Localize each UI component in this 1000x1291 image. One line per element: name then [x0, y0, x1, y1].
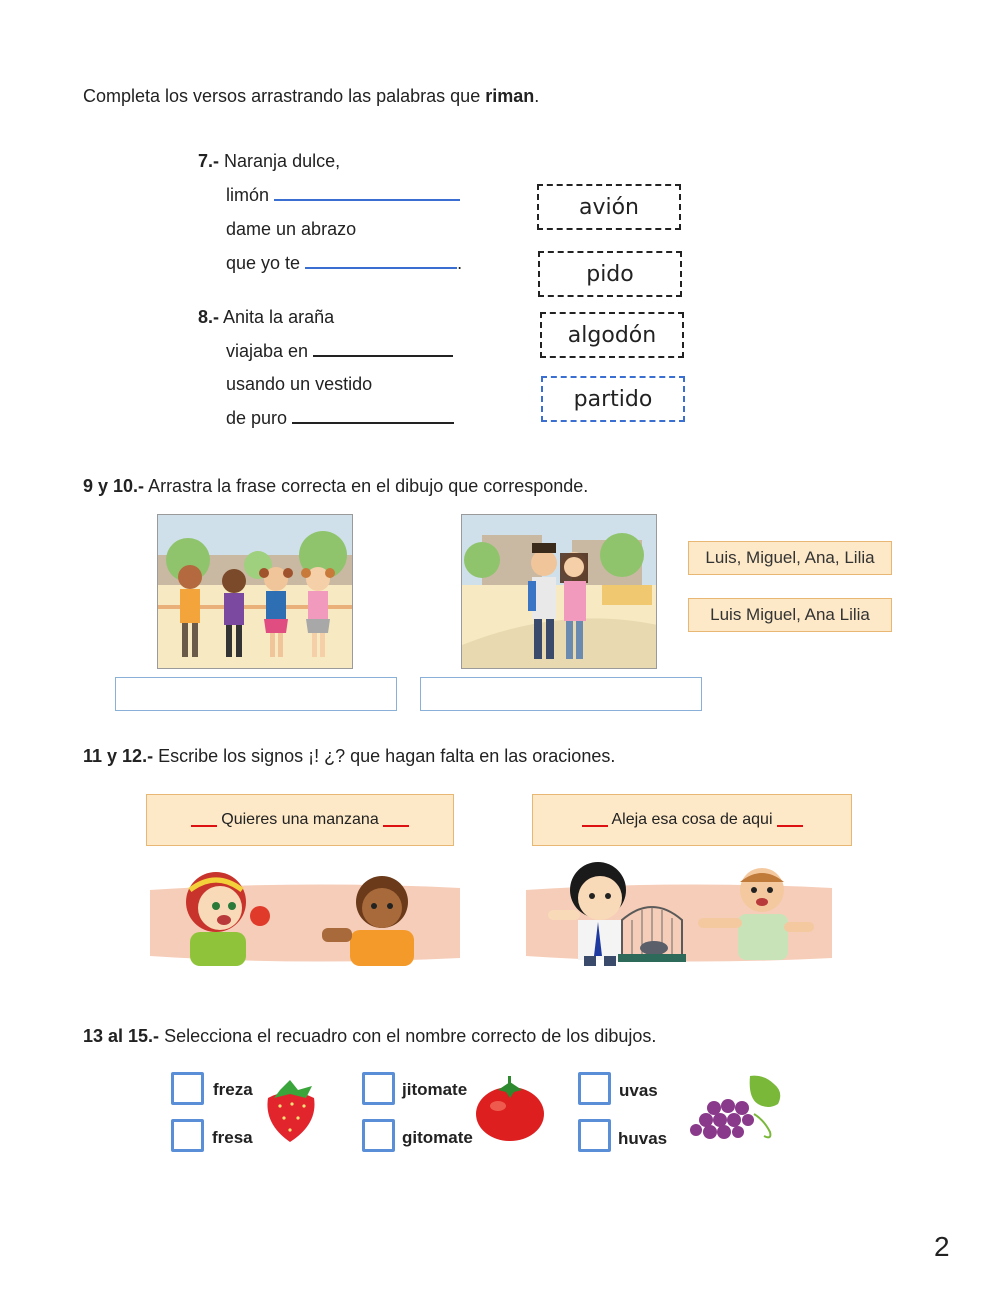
option-huvas: huvas: [618, 1129, 668, 1148]
checkbox-gitomate[interactable]: [362, 1119, 395, 1152]
checkbox-huvas[interactable]: [578, 1119, 611, 1152]
q8-blank-2[interactable]: [292, 408, 454, 424]
sentence-1: [146, 794, 454, 846]
illustration-girl-offers-apple: [150, 860, 460, 966]
q9-heading: 9 y 10.- Arrastra la frase correcta en el dibujo que corresponde.: [83, 476, 589, 496]
checkbox-fresa[interactable]: [171, 1119, 204, 1152]
grapes-icon: [684, 1074, 788, 1146]
phrase-option-1[interactable]: Luis, Miguel, Ana, Lilia: [688, 541, 892, 575]
option-uvas: uvas: [619, 1081, 658, 1100]
q7-blank-1[interactable]: [274, 185, 460, 201]
q8-line-3: usando un vestido: [226, 374, 373, 394]
q7-blank-2[interactable]: [305, 253, 457, 269]
option-freza: freza: [213, 1080, 253, 1099]
word-pido[interactable]: pido: [538, 251, 682, 297]
strawberry-icon: [260, 1076, 324, 1146]
q8-line-4: de puro: [226, 407, 454, 429]
scene-two-kids: [461, 514, 657, 669]
word-algodon[interactable]: algodón: [540, 312, 684, 358]
sentence-2-blank-end[interactable]: [777, 813, 803, 827]
sentence-1-blank-start[interactable]: [191, 813, 217, 827]
q11-heading: 11 y 12.- Escribe los signos ¡! ¿? que hagan falta en las oraciones.: [83, 746, 616, 766]
tomato-icon: [474, 1076, 546, 1142]
drop-zone-2[interactable]: [420, 677, 702, 711]
sentence-2-text: Aleja esa cosa de aqui: [611, 811, 773, 828]
q8-line-1: 8.- Anita la araña: [198, 307, 335, 327]
phrase-option-2[interactable]: Luis Miguel, Ana Lilia: [688, 598, 892, 632]
q7-line-4: que yo te .: [226, 253, 463, 273]
checkbox-freza[interactable]: [171, 1072, 204, 1105]
sentence-2-blank-start[interactable]: [582, 813, 608, 827]
option-gitomate: gitomate: [402, 1128, 473, 1147]
q7-line-3: dame un abrazo: [226, 219, 357, 239]
scene-four-kids-illustration: [158, 515, 353, 669]
drop-zone-1[interactable]: [115, 677, 397, 711]
q13-heading: 13 al 15.- Selecciona el recuadro con el nombre correcto de los dibujos.: [83, 1026, 657, 1046]
checkbox-uvas[interactable]: [578, 1072, 611, 1105]
checkbox-jitomate[interactable]: [362, 1072, 395, 1105]
sentence-1-text: Quieres una manzana: [221, 811, 379, 828]
q7-line-1: 7.- Naranja dulce,: [198, 151, 341, 171]
page-number: 2: [934, 1231, 950, 1262]
word-partido[interactable]: partido: [541, 376, 685, 422]
instruction-text: Completa los versos arrastrando las palabras que riman.: [83, 86, 540, 106]
sentence-1-blank-end[interactable]: [383, 813, 409, 827]
q7-line-2: limón: [226, 184, 460, 206]
scene-two-kids-illustration: [462, 515, 657, 669]
scene-four-kids: [157, 514, 353, 669]
illustration-boy-with-cage: [526, 860, 832, 966]
word-avion[interactable]: avión: [537, 184, 681, 230]
option-fresa: fresa: [212, 1128, 253, 1147]
sentence-2: [532, 794, 852, 846]
q8-blank-1[interactable]: [313, 341, 453, 357]
option-jitomate: jitomate: [402, 1080, 468, 1099]
q8-line-2: viajaba en: [226, 340, 453, 362]
